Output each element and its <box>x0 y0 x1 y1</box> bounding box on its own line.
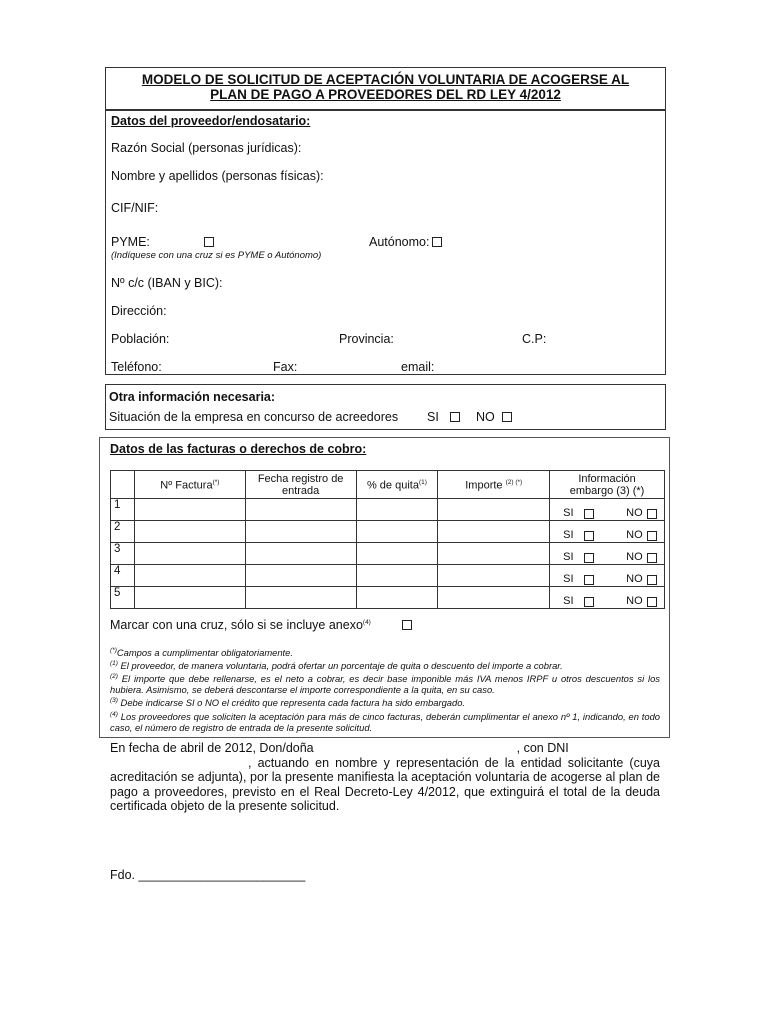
pyme-checkbox[interactable] <box>204 237 214 247</box>
anexo-row <box>110 618 371 632</box>
declaration-body-text: , actuando en nombre y representación de la entidad solicitante (cuya acreditación se adjunta), por la presente manifiesta la aceptación voluntaria de acogerse al plan de pago a proveedores, previsto en el Real Decreto-Ley 4/2012, que extinguirá el total de la deuda certificada objeto de la presente solicitud. <box>110 755 660 813</box>
footnote-text: Campos a cumplimentar obligatoriamente. <box>116 647 293 659</box>
table-row <box>111 521 665 543</box>
footnote-mark: (*) <box>110 647 117 654</box>
embargo-no-label: NO <box>626 595 643 607</box>
form-title-line1: MODELO DE SOLICITUD DE ACEPTACIÓN VOLUNTARIA DE ACOGERSE AL <box>141 72 630 87</box>
embargo-cell <box>550 587 665 609</box>
col-quita <box>356 471 438 499</box>
pyme-label: PYME: <box>111 235 150 249</box>
signature-line: Fdo. ________________________ <box>110 868 306 882</box>
footnote-mark: (4) <box>110 710 118 718</box>
quita-cell[interactable] <box>356 521 438 543</box>
autonomo-checkbox[interactable] <box>432 237 442 247</box>
concurso-si-label: SI <box>427 410 439 424</box>
footnote <box>110 695 660 708</box>
footnotes <box>110 645 660 733</box>
importe-cell[interactable] <box>438 565 550 587</box>
footnote-mark: (3) <box>110 697 118 705</box>
embargo-no-checkbox[interactable] <box>647 575 657 585</box>
cp-label: C.P: <box>522 332 547 346</box>
footnote <box>110 645 660 658</box>
table-row <box>111 543 665 565</box>
embargo-no-label: NO <box>626 573 643 585</box>
cuenta-label: Nº c/c (IBAN y BIC): <box>111 276 223 290</box>
quita-cell[interactable] <box>356 499 438 521</box>
form-title <box>105 67 666 110</box>
col-factura <box>134 471 245 499</box>
declaration-body <box>110 756 660 814</box>
supplier-section <box>105 110 666 375</box>
embargo-no-label: NO <box>626 529 643 541</box>
footnote-mark: (2) <box>110 673 118 681</box>
autonomo-label: Autónomo: <box>369 235 430 249</box>
embargo-si-checkbox[interactable] <box>584 575 594 585</box>
col-quita-mark: (1) <box>418 479 427 487</box>
col-factura-label: Nº Factura <box>160 479 213 492</box>
embargo-no-checkbox[interactable] <box>647 509 657 519</box>
factura-cell[interactable] <box>134 499 245 521</box>
importe-cell[interactable] <box>438 543 550 565</box>
telefono-label: Teléfono: <box>111 360 162 374</box>
row-number: 3 <box>111 543 135 565</box>
embargo-si-label: SI <box>563 507 574 519</box>
fecha-cell[interactable] <box>245 565 356 587</box>
razon-social-label: Razón Social (personas jurídicas): <box>111 141 302 155</box>
embargo-cell <box>550 543 665 565</box>
poblacion-label: Población: <box>111 332 170 346</box>
row-number: 1 <box>111 499 135 521</box>
row-number: 4 <box>111 565 135 587</box>
quita-cell[interactable] <box>356 587 438 609</box>
col-fecha <box>245 471 356 499</box>
embargo-no-checkbox[interactable] <box>647 553 657 563</box>
embargo-no-checkbox[interactable] <box>647 531 657 541</box>
row-number: 5 <box>111 587 135 609</box>
table-row <box>111 565 665 587</box>
provincia-label: Provincia: <box>339 332 394 346</box>
embargo-si-label: SI <box>563 529 574 541</box>
declaration-dni: , con DNI <box>516 741 569 755</box>
col-fecha-l2: entrada <box>281 484 320 497</box>
row-number: 2 <box>111 521 135 543</box>
col-info <box>550 471 665 499</box>
col-num <box>111 471 135 499</box>
footnote <box>110 671 660 695</box>
col-importe <box>438 471 550 499</box>
declaration-line1 <box>110 741 660 756</box>
concurso-si-checkbox[interactable] <box>450 412 460 422</box>
col-fecha-l1: Fecha registro de <box>257 472 344 485</box>
direccion-label: Dirección: <box>111 304 167 318</box>
fecha-cell[interactable] <box>245 499 356 521</box>
footnote-text: El importe que debe rellenarse, es el neto a cobrar, es decir base imponible más IVA menos IRPF u otros descuentos si los hubiera. Asimismo, se deberá descontarse el importe correspondiente a la quita, en su caso. <box>110 673 660 696</box>
fecha-cell[interactable] <box>245 543 356 565</box>
anexo-mark: (4) <box>362 618 371 626</box>
anexo-checkbox[interactable] <box>402 620 412 630</box>
table-row <box>111 499 665 521</box>
footnote-text: Debe indicarse SI o NO el crédito que representa cada factura ha sido embargado. <box>117 697 466 709</box>
concurso-label: Situación de la empresa en concurso de acreedores <box>109 410 399 424</box>
fax-label: Fax: <box>273 360 298 374</box>
anexo-label: Marcar con una cruz, sólo si se incluye anexo <box>110 618 363 632</box>
embargo-cell <box>550 521 665 543</box>
footnote-mark: (1) <box>110 660 118 668</box>
email-label: email: <box>401 360 435 374</box>
form-title-line2: PLAN DE PAGO A PROVEEDORES DEL RD LEY 4/2012 <box>210 87 561 102</box>
col-factura-mark: (*) <box>212 479 220 487</box>
nombre-label: Nombre y apellidos (personas físicas): <box>111 169 324 183</box>
embargo-no-label: NO <box>626 507 643 519</box>
col-quita-label: % de quita <box>366 479 419 492</box>
embargo-no-checkbox[interactable] <box>647 597 657 607</box>
cif-label: CIF/NIF: <box>111 201 159 215</box>
supplier-heading: Datos del proveedor/endosatario: <box>111 114 311 128</box>
importe-cell[interactable] <box>438 587 550 609</box>
embargo-si-checkbox[interactable] <box>584 531 594 541</box>
embargo-si-label: SI <box>563 551 574 563</box>
quita-cell[interactable] <box>356 543 438 565</box>
embargo-si-label: SI <box>563 573 574 585</box>
quita-cell[interactable] <box>356 565 438 587</box>
factura-cell[interactable] <box>134 521 245 543</box>
other-info-heading: Otra información necesaria: <box>109 390 276 404</box>
factura-cell[interactable] <box>134 565 245 587</box>
importe-cell[interactable] <box>438 499 550 521</box>
col-importe-label: Importe <box>465 479 503 492</box>
fecha-cell[interactable] <box>245 587 356 609</box>
footnote-text: El proveedor, de manera voluntaria, podrá ofertar un porcentaje de quita o descuento del importe a cobrar. <box>117 660 563 672</box>
declaration-date-name: En fecha de abril de 2012, Don/doña <box>110 741 314 755</box>
invoices-header-row <box>111 471 665 499</box>
col-info-l2: embargo (3) (*) <box>569 484 645 497</box>
importe-cell[interactable] <box>438 521 550 543</box>
embargo-si-checkbox[interactable] <box>584 553 594 563</box>
embargo-cell <box>550 565 665 587</box>
col-info-l1: Información <box>578 472 636 485</box>
embargo-si-label: SI <box>563 595 574 607</box>
footnote <box>110 658 660 671</box>
concurso-no-label: NO <box>476 410 495 424</box>
footnote-text: Los proveedores que soliciten la aceptación para más de cinco facturas, deberán cumplimentar el anexo nº 1, indicando, en todo caso, el número de registro de entrada de la presente solicitud. <box>110 710 660 733</box>
other-info-section <box>105 384 666 430</box>
col-importe-mark: (2) (*) <box>505 479 523 487</box>
footnote <box>110 709 660 733</box>
fecha-cell[interactable] <box>245 521 356 543</box>
embargo-no-label: NO <box>626 551 643 563</box>
factura-cell[interactable] <box>134 587 245 609</box>
invoices-heading: Datos de las facturas o derechos de cobro: <box>110 442 367 456</box>
declaration <box>110 741 660 814</box>
embargo-si-checkbox[interactable] <box>584 509 594 519</box>
embargo-cell <box>550 499 665 521</box>
pyme-hint: (Indíquese con una cruz si es PYME o Autónomo) <box>111 250 322 261</box>
invoices-table <box>110 470 665 609</box>
concurso-no-checkbox[interactable] <box>502 412 512 422</box>
factura-cell[interactable] <box>134 543 245 565</box>
embargo-si-checkbox[interactable] <box>584 597 594 607</box>
table-row <box>111 587 665 609</box>
